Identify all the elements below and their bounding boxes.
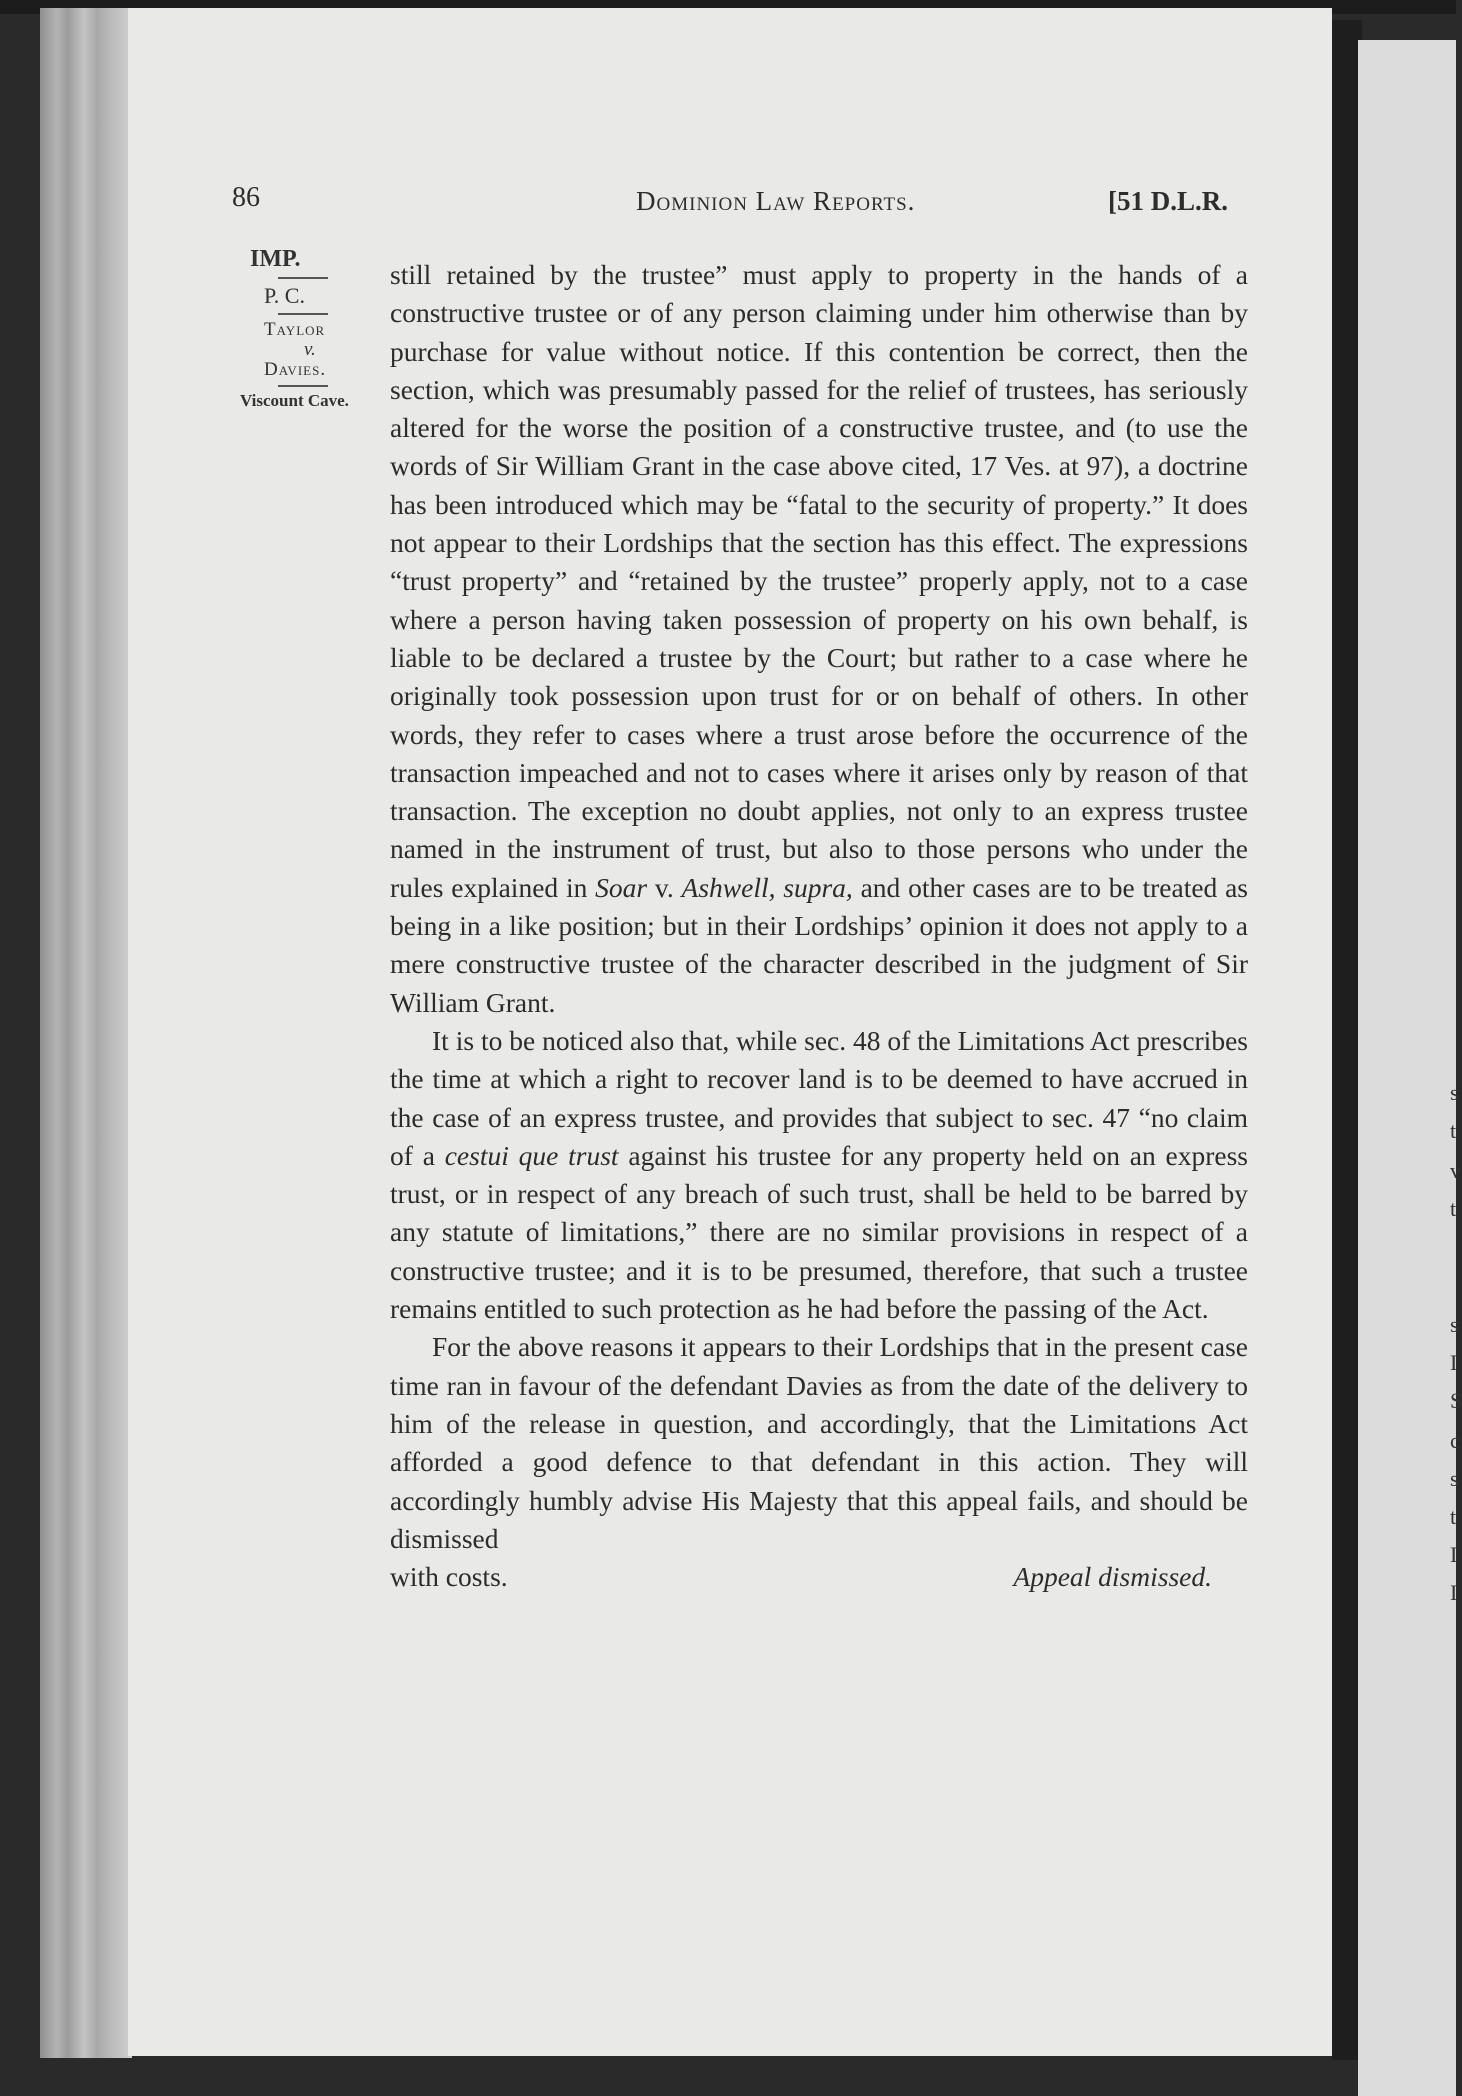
facing-page-fragment: s <box>1450 1080 1459 1105</box>
closing-line <box>390 1558 1248 1596</box>
paragraph: still retained by the trustee” must apply to property in the hands of a constructive trustee or of any person claiming under him otherwise than by purchase for value without notice. If this contention be correct, then the section, which was presumably passed for the relief of trustees, has seriously altered for the worse the position of a constructive trustee, and (to use the words of Sir William Grant in the case above cited, 17 Ves. at 97), a doctrine has been introduced which may be “fatal to the security of property.” It does not appear to their Lordships that the section has this effect. The expressions “trust property” and “retained by the trustee” properly apply, not to a case where a person having taken possession of property on his own behalf, is liable to be declared a trustee by the Court; but rather to a case where he originally took possession upon trust for or on behalf of others. In other words, they refer to cases where a trust arose before the occurrence of the transaction impeached and not to cases where it arises only by reason of that transaction. The exception no doubt applies, not only to an express trustee named in the instrument of trust, but also to those persons who under the rules explained in Soar v. Ashwell, supra, and other cases are to be treated as being in a like position; but in their Lordships’ opinion it does not apply to a mere constructive trustee of the character described in the judgment of Sir William Grant. <box>390 259 1249 1018</box>
book-page-edges <box>40 8 132 2058</box>
facing-page-fragment: I <box>1450 1542 1458 1567</box>
court-label: IMP. <box>250 246 301 272</box>
sidenote-divider <box>278 385 328 387</box>
volume-reference: [51 D.L.R. <box>1108 186 1228 216</box>
party-name: Taylor <box>264 319 326 340</box>
facing-page-fragment: I <box>1450 1580 1458 1605</box>
division-label: P. C. <box>264 283 305 308</box>
case-name: Ashwell, supra, <box>681 871 853 903</box>
page-number: 86 <box>232 182 260 213</box>
case-name: Soar <box>595 871 648 903</box>
facing-page-fragment: s <box>1450 1312 1459 1337</box>
paragraph: For the above reasons it appears to their Lordships that in the present case time ran in favour of the defendant Davies as from the date of the delivery to him of the release in question, and accordingly, that the Limitations Act afforded a good defence to that defendant in this action. They will accordingly humbly advise His Majesty that this appeal fails, and should be dismissed <box>390 1331 1248 1554</box>
latin-term: cestui que trust <box>444 1139 619 1171</box>
facing-page-fragment: I <box>1450 1350 1458 1375</box>
judgment-text <box>390 256 1248 1596</box>
party-name: Davies. <box>264 359 327 380</box>
final-words: with costs. <box>390 1561 508 1593</box>
sidenote-divider <box>278 277 328 279</box>
facing-page-fragment: v <box>1450 1158 1461 1183</box>
sidenote-divider <box>278 313 328 315</box>
facing-page-fragment: c <box>1450 1428 1460 1453</box>
facing-page-fragment: s <box>1450 1466 1459 1491</box>
facing-page-fragment: t <box>1450 1504 1457 1529</box>
facing-page-fragment: S <box>1450 1388 1462 1413</box>
facing-page-fragment: t <box>1450 1118 1457 1143</box>
paragraph: It is to be noticed also that, while sec. 48 of the Limitations Act prescribes the time at which a right to recover land is to be deemed to have accrued in the case of an express trustee, and provides that subject to sec. 47 “no claim of a cestui que trust against his trustee for any property held on an express trust, or in respect of any breach of such trust, shall be held to be barred by any statute of limitations,” there are no similar provisions in respect of a constructive trustee; and it is to be presumed, therefore, that such a trustee remains entitled to such protection as he had before the passing of the Act. <box>390 1024 1248 1325</box>
judge-name: Viscount Cave. <box>240 391 349 410</box>
margin-sidenote <box>222 246 372 411</box>
facing-page-fragment: t <box>1450 1196 1457 1221</box>
disposition: Appeal dismissed. <box>1013 1561 1212 1593</box>
facing-page-edge <box>1358 40 1462 2096</box>
versus-label: v. <box>304 339 316 360</box>
running-title: Dominion Law Reports. <box>636 186 916 216</box>
